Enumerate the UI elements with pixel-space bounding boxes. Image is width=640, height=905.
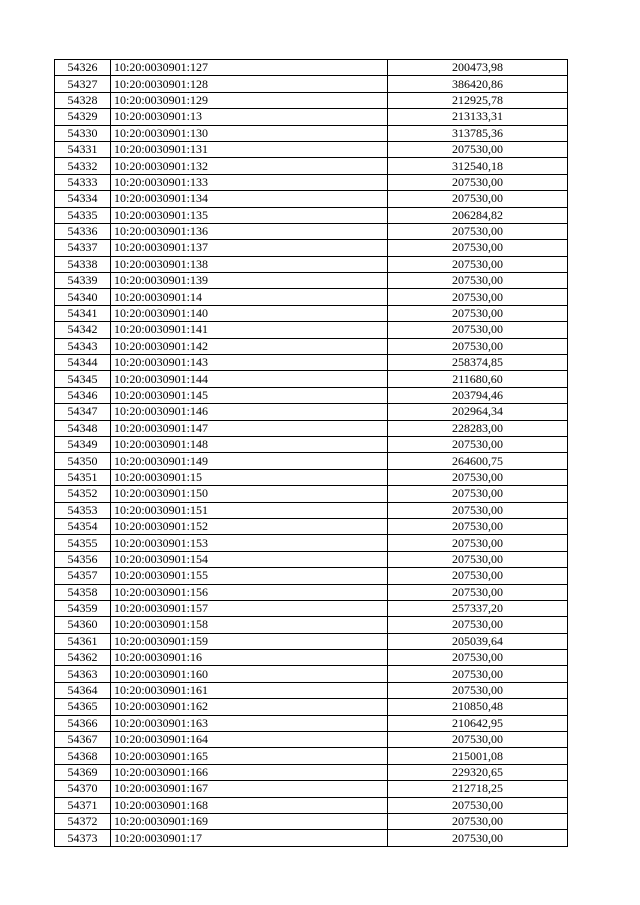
- cadastral-value-cell: 386420,86: [388, 76, 568, 92]
- cadastral-value-cell: 258374,85: [388, 355, 568, 371]
- cadastral-value-cell: 212718,25: [388, 781, 568, 797]
- row-number-cell: 54369: [55, 764, 111, 780]
- cadastral-number-cell: 10:20:0030901:163: [111, 715, 388, 731]
- table-row: [55, 666, 568, 682]
- table-row: [55, 338, 568, 354]
- cadastral-number-cell: 10:20:0030901:152: [111, 518, 388, 534]
- cadastral-number-cell: 10:20:0030901:15: [111, 469, 388, 485]
- row-number-cell: 54345: [55, 371, 111, 387]
- cadastral-number-cell: 10:20:0030901:169: [111, 813, 388, 829]
- table-row: [55, 617, 568, 633]
- table-row: [55, 371, 568, 387]
- cadastral-value-cell: 215001,08: [388, 748, 568, 764]
- table-row: [55, 699, 568, 715]
- cadastral-value-cell: 207530,00: [388, 666, 568, 682]
- row-number-cell: 54355: [55, 535, 111, 551]
- table-row: [55, 240, 568, 256]
- row-number-cell: 54356: [55, 551, 111, 567]
- row-number-cell: 54331: [55, 141, 111, 157]
- row-number-cell: 54353: [55, 502, 111, 518]
- row-number-cell: 54346: [55, 387, 111, 403]
- cadastral-value-cell: 207530,00: [388, 191, 568, 207]
- row-number-cell: 54339: [55, 273, 111, 289]
- cadastral-number-cell: 10:20:0030901:13: [111, 109, 388, 125]
- cadastral-number-cell: 10:20:0030901:144: [111, 371, 388, 387]
- table-row: [55, 76, 568, 92]
- table-row: [55, 92, 568, 108]
- cadastral-value-cell: 207530,00: [388, 732, 568, 748]
- cadastral-number-cell: 10:20:0030901:148: [111, 436, 388, 452]
- row-number-cell: 54366: [55, 715, 111, 731]
- row-number-cell: 54362: [55, 650, 111, 666]
- cadastral-value-cell: 207530,00: [388, 486, 568, 502]
- cadastral-number-cell: 10:20:0030901:149: [111, 453, 388, 469]
- cadastral-value-cell: 207530,00: [388, 568, 568, 584]
- row-number-cell: 54349: [55, 436, 111, 452]
- table-row: [55, 207, 568, 223]
- row-number-cell: 54350: [55, 453, 111, 469]
- cadastral-value-cell: 207530,00: [388, 830, 568, 846]
- cadastral-value-cell: 257337,20: [388, 600, 568, 616]
- cadastral-value-cell: 206284,82: [388, 207, 568, 223]
- row-number-cell: 54329: [55, 109, 111, 125]
- cadastral-number-cell: 10:20:0030901:138: [111, 256, 388, 272]
- row-number-cell: 54330: [55, 125, 111, 141]
- table-row: [55, 682, 568, 698]
- table-row: [55, 256, 568, 272]
- cadastral-value-cell: 229320,65: [388, 764, 568, 780]
- row-number-cell: 54328: [55, 92, 111, 108]
- cadastral-value-cell: 207530,00: [388, 813, 568, 829]
- table-row: [55, 289, 568, 305]
- row-number-cell: 54360: [55, 617, 111, 633]
- cadastral-value-cell: 207530,00: [388, 305, 568, 321]
- cadastral-value-cell: 264600,75: [388, 453, 568, 469]
- row-number-cell: 54337: [55, 240, 111, 256]
- row-number-cell: 54370: [55, 781, 111, 797]
- cadastral-value-cell: 210850,48: [388, 699, 568, 715]
- row-number-cell: 54338: [55, 256, 111, 272]
- row-number-cell: 54358: [55, 584, 111, 600]
- row-number-cell: 54357: [55, 568, 111, 584]
- cadastral-number-cell: 10:20:0030901:16: [111, 650, 388, 666]
- cadastral-value-cell: 207530,00: [388, 682, 568, 698]
- table-row: [55, 502, 568, 518]
- row-number-cell: 54347: [55, 404, 111, 420]
- cadastral-value-cell: 207530,00: [388, 256, 568, 272]
- cadastral-number-cell: 10:20:0030901:135: [111, 207, 388, 223]
- cadastral-number-cell: 10:20:0030901:154: [111, 551, 388, 567]
- row-number-cell: 54348: [55, 420, 111, 436]
- table-row: [55, 60, 568, 76]
- cadastral-number-cell: 10:20:0030901:161: [111, 682, 388, 698]
- row-number-cell: 54361: [55, 633, 111, 649]
- table-row: [55, 781, 568, 797]
- cadastral-number-cell: 10:20:0030901:139: [111, 273, 388, 289]
- row-number-cell: 54367: [55, 732, 111, 748]
- cadastral-value-cell: 212925,78: [388, 92, 568, 108]
- cadastral-value-cell: 207530,00: [388, 289, 568, 305]
- cadastral-number-cell: 10:20:0030901:150: [111, 486, 388, 502]
- cadastral-number-cell: 10:20:0030901:158: [111, 617, 388, 633]
- cadastral-value-cell: 207530,00: [388, 469, 568, 485]
- table-row: [55, 486, 568, 502]
- cadastral-value-cell: 313785,36: [388, 125, 568, 141]
- cadastral-number-cell: 10:20:0030901:157: [111, 600, 388, 616]
- cadastral-number-cell: 10:20:0030901:140: [111, 305, 388, 321]
- cadastral-number-cell: 10:20:0030901:147: [111, 420, 388, 436]
- cadastral-value-cell: 207530,00: [388, 650, 568, 666]
- table-row: [55, 322, 568, 338]
- cadastral-number-cell: 10:20:0030901:160: [111, 666, 388, 682]
- table-row: [55, 469, 568, 485]
- cadastral-number-cell: 10:20:0030901:130: [111, 125, 388, 141]
- table-row: [55, 764, 568, 780]
- table-row: [55, 404, 568, 420]
- cadastral-value-cell: 213133,31: [388, 109, 568, 125]
- row-number-cell: 54365: [55, 699, 111, 715]
- cadastral-value-cell: 210642,95: [388, 715, 568, 731]
- table-row: [55, 453, 568, 469]
- cadastral-value-cell: 203794,46: [388, 387, 568, 403]
- cadastral-number-cell: 10:20:0030901:167: [111, 781, 388, 797]
- table-row: [55, 600, 568, 616]
- cadastral-number-cell: 10:20:0030901:137: [111, 240, 388, 256]
- table-row: [55, 797, 568, 813]
- cadastral-value-cell: 200473,98: [388, 60, 568, 76]
- cadastral-number-cell: 10:20:0030901:131: [111, 141, 388, 157]
- cadastral-value-cell: 207530,00: [388, 584, 568, 600]
- cadastral-value-cell: 205039,64: [388, 633, 568, 649]
- cadastral-value-cell: 211680,60: [388, 371, 568, 387]
- cadastral-number-cell: 10:20:0030901:143: [111, 355, 388, 371]
- cadastral-number-cell: 10:20:0030901:17: [111, 830, 388, 846]
- cadastral-value-cell: 207530,00: [388, 617, 568, 633]
- cadastral-number-cell: 10:20:0030901:127: [111, 60, 388, 76]
- row-number-cell: 54368: [55, 748, 111, 764]
- table-row: [55, 387, 568, 403]
- table-row: [55, 748, 568, 764]
- cadastral-number-cell: 10:20:0030901:136: [111, 223, 388, 239]
- row-number-cell: 54352: [55, 486, 111, 502]
- cadastral-value-cell: 207530,00: [388, 141, 568, 157]
- table-row: [55, 174, 568, 190]
- cadastral-number-cell: 10:20:0030901:153: [111, 535, 388, 551]
- row-number-cell: 54341: [55, 305, 111, 321]
- cadastral-number-cell: 10:20:0030901:146: [111, 404, 388, 420]
- cadastral-value-cell: 207530,00: [388, 502, 568, 518]
- table-row: [55, 633, 568, 649]
- cadastral-number-cell: 10:20:0030901:145: [111, 387, 388, 403]
- table-row: [55, 551, 568, 567]
- cadastral-number-cell: 10:20:0030901:151: [111, 502, 388, 518]
- table-row: [55, 273, 568, 289]
- table-row: [55, 584, 568, 600]
- cadastral-value-cell: 207530,00: [388, 322, 568, 338]
- cadastral-number-cell: 10:20:0030901:128: [111, 76, 388, 92]
- cadastral-value-cell: 207530,00: [388, 338, 568, 354]
- cadastral-number-cell: 10:20:0030901:165: [111, 748, 388, 764]
- table-row: [55, 191, 568, 207]
- cadastral-value-cell: 312540,18: [388, 158, 568, 174]
- cadastral-value-cell: 207530,00: [388, 240, 568, 256]
- row-number-cell: 54354: [55, 518, 111, 534]
- row-number-cell: 54359: [55, 600, 111, 616]
- table-row: [55, 732, 568, 748]
- cadastral-number-cell: 10:20:0030901:164: [111, 732, 388, 748]
- cadastral-value-cell: 207530,00: [388, 535, 568, 551]
- table-row: [55, 830, 568, 846]
- cadastral-value-cell: 207530,00: [388, 223, 568, 239]
- cadastral-number-cell: 10:20:0030901:132: [111, 158, 388, 174]
- row-number-cell: 54334: [55, 191, 111, 207]
- row-number-cell: 54327: [55, 76, 111, 92]
- row-number-cell: 54332: [55, 158, 111, 174]
- table-row: [55, 158, 568, 174]
- cadastral-value-cell: 228283,00: [388, 420, 568, 436]
- row-number-cell: 54363: [55, 666, 111, 682]
- row-number-cell: 54335: [55, 207, 111, 223]
- table-row: [55, 813, 568, 829]
- row-number-cell: 54333: [55, 174, 111, 190]
- cadastral-number-cell: 10:20:0030901:156: [111, 584, 388, 600]
- row-number-cell: 54372: [55, 813, 111, 829]
- table-row: [55, 420, 568, 436]
- cadastral-number-cell: 10:20:0030901:166: [111, 764, 388, 780]
- table-row: [55, 568, 568, 584]
- cadastral-number-cell: 10:20:0030901:142: [111, 338, 388, 354]
- row-number-cell: 54326: [55, 60, 111, 76]
- table-row: [55, 436, 568, 452]
- cadastral-value-cell: 202964,34: [388, 404, 568, 420]
- table-row: [55, 355, 568, 371]
- cadastral-value-cell: 207530,00: [388, 174, 568, 190]
- row-number-cell: 54351: [55, 469, 111, 485]
- cadastral-value-table: [54, 59, 568, 847]
- table-body: [55, 60, 568, 847]
- table-row: [55, 715, 568, 731]
- table-row: [55, 535, 568, 551]
- table-row: [55, 125, 568, 141]
- row-number-cell: 54373: [55, 830, 111, 846]
- cadastral-number-cell: 10:20:0030901:159: [111, 633, 388, 649]
- row-number-cell: 54340: [55, 289, 111, 305]
- cadastral-value-cell: 207530,00: [388, 551, 568, 567]
- cadastral-number-cell: 10:20:0030901:155: [111, 568, 388, 584]
- cadastral-number-cell: 10:20:0030901:134: [111, 191, 388, 207]
- table-row: [55, 305, 568, 321]
- table-row: [55, 518, 568, 534]
- cadastral-value-cell: 207530,00: [388, 436, 568, 452]
- table-row: [55, 650, 568, 666]
- cadastral-number-cell: 10:20:0030901:133: [111, 174, 388, 190]
- row-number-cell: 54371: [55, 797, 111, 813]
- cadastral-number-cell: 10:20:0030901:162: [111, 699, 388, 715]
- row-number-cell: 54343: [55, 338, 111, 354]
- table-row: [55, 141, 568, 157]
- cadastral-value-cell: 207530,00: [388, 273, 568, 289]
- cadastral-number-cell: 10:20:0030901:14: [111, 289, 388, 305]
- row-number-cell: 54342: [55, 322, 111, 338]
- row-number-cell: 54364: [55, 682, 111, 698]
- cadastral-number-cell: 10:20:0030901:141: [111, 322, 388, 338]
- row-number-cell: 54336: [55, 223, 111, 239]
- cadastral-number-cell: 10:20:0030901:168: [111, 797, 388, 813]
- cadastral-value-cell: 207530,00: [388, 797, 568, 813]
- table-row: [55, 223, 568, 239]
- cadastral-number-cell: 10:20:0030901:129: [111, 92, 388, 108]
- row-number-cell: 54344: [55, 355, 111, 371]
- table-row: [55, 109, 568, 125]
- cadastral-value-cell: 207530,00: [388, 518, 568, 534]
